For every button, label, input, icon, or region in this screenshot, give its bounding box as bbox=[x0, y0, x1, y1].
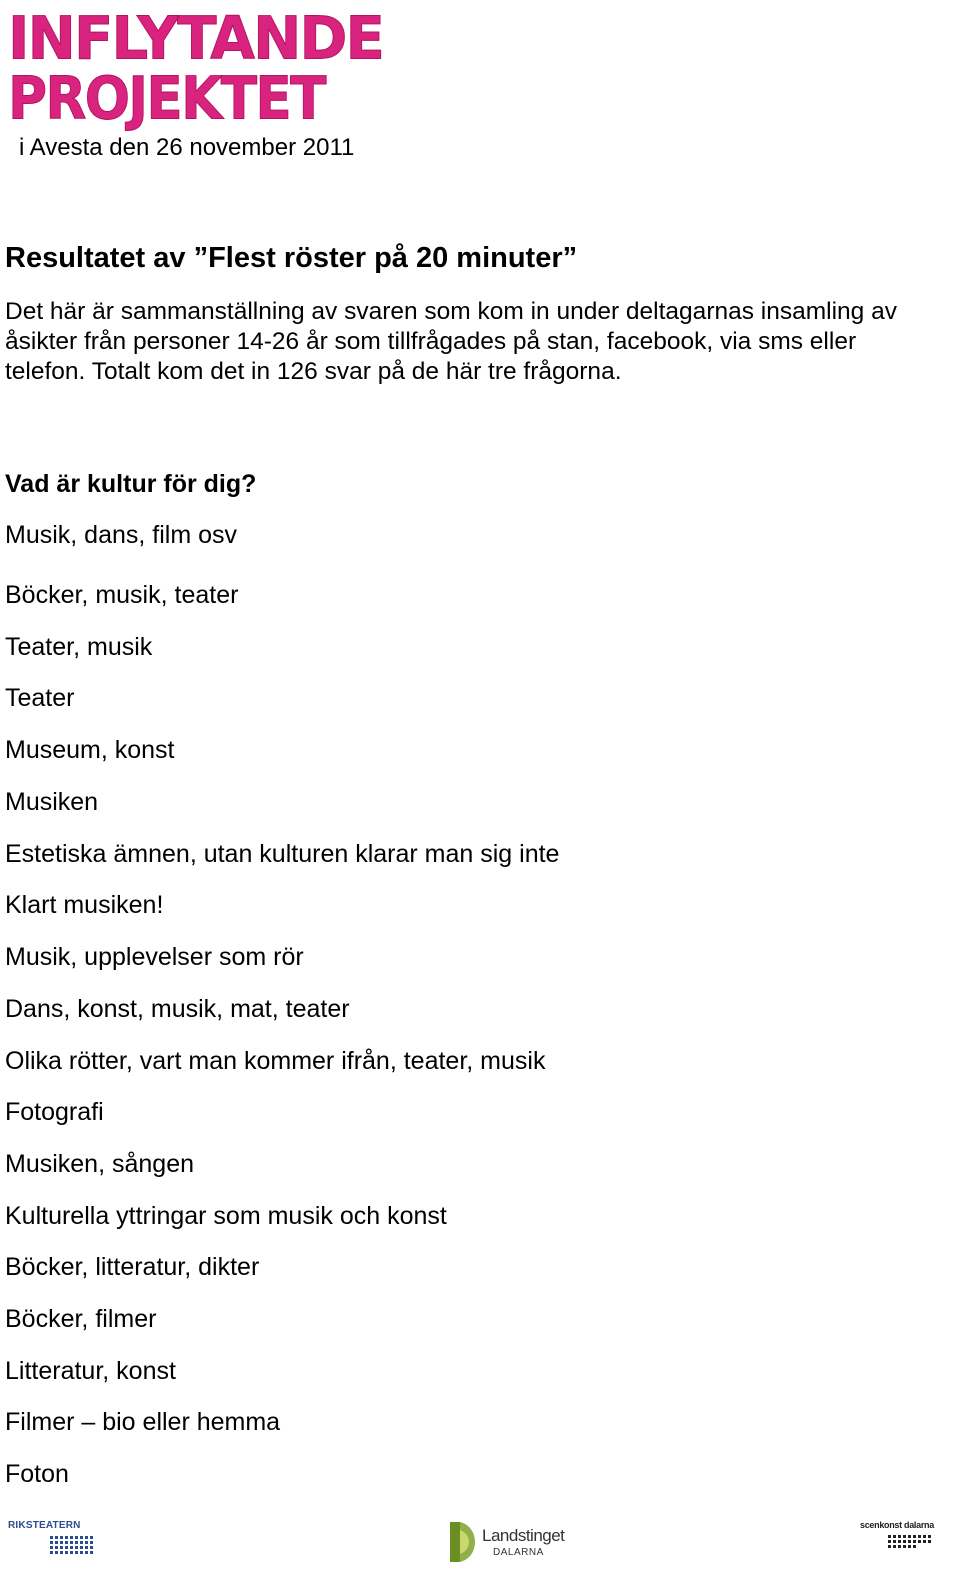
answer-item: Kulturella yttringar som musik och konst bbox=[5, 1202, 447, 1230]
scenkonst-dalarna-logo bbox=[860, 1520, 934, 1566]
scenkonst-name: scenkonst dalarna bbox=[860, 1520, 934, 1530]
answer-item: Böcker, litteratur, dikter bbox=[5, 1253, 260, 1281]
answer-item: Teater, musik bbox=[5, 633, 153, 661]
date-line: i Avesta den 26 november 2011 bbox=[19, 134, 355, 161]
answer-item: Böcker, filmer bbox=[5, 1305, 157, 1333]
riksteatern-logo bbox=[8, 1520, 88, 1566]
answer-item: Fotografi bbox=[5, 1098, 104, 1126]
riksteatern-name: RIKSTEATERN bbox=[8, 1520, 81, 1531]
answer-item: Teater bbox=[5, 684, 75, 712]
inflytande-projektet-logo bbox=[8, 3, 388, 133]
answer-item: Litteratur, konst bbox=[5, 1357, 176, 1385]
answer-item: Musiken bbox=[5, 788, 99, 816]
answer-item: Musik, dans, film osv bbox=[5, 521, 238, 549]
landstinget-name: Landstinget bbox=[482, 1526, 565, 1545]
answer-item: Böcker, musik, teater bbox=[5, 581, 239, 609]
answer-item: Dans, konst, musik, mat, teater bbox=[5, 995, 350, 1023]
answer-item: Musiken, sången bbox=[5, 1150, 195, 1178]
question-heading: Vad är kultur för dig? bbox=[5, 470, 257, 498]
intro-line: Det här är sammanställning av svaren som kom in under deltagarnas insamling av bbox=[5, 298, 897, 325]
answer-item: Olika rötter, vart man kommer ifrån, teater, musik bbox=[5, 1047, 546, 1075]
answer-item: Museum, konst bbox=[5, 736, 175, 764]
intro-line: telefon. Totalt kom det in 126 svar på de här tre frågorna. bbox=[5, 358, 622, 385]
intro-line: åsikter från personer 14-26 år som tillfrågades på stan, facebook, via sms eller bbox=[5, 328, 857, 355]
intro-paragraph bbox=[5, 297, 957, 387]
answer-item: Klart musiken! bbox=[5, 891, 164, 919]
riksteatern-dots-icon bbox=[50, 1536, 88, 1554]
answer-item: Foton bbox=[5, 1460, 69, 1488]
landstinget-sub: DALARNA bbox=[493, 1547, 544, 1558]
document-title: Resultatet av ”Flest röster på 20 minuter” bbox=[5, 242, 578, 274]
answer-item: Musik, upplevelser som rör bbox=[5, 943, 304, 971]
logo-line-2: PROJEKTET bbox=[8, 63, 325, 133]
answer-item: Filmer – bio eller hemma bbox=[5, 1408, 281, 1436]
logo-line-1: INFLYTANDE bbox=[8, 3, 384, 73]
answer-item: Estetiska ämnen, utan kulturen klarar man sig inte bbox=[5, 840, 560, 868]
landstinget-dalarna-logo bbox=[450, 1520, 565, 1566]
landstinget-mark-icon bbox=[450, 1522, 478, 1562]
scenkonst-dots-icon bbox=[888, 1535, 926, 1548]
